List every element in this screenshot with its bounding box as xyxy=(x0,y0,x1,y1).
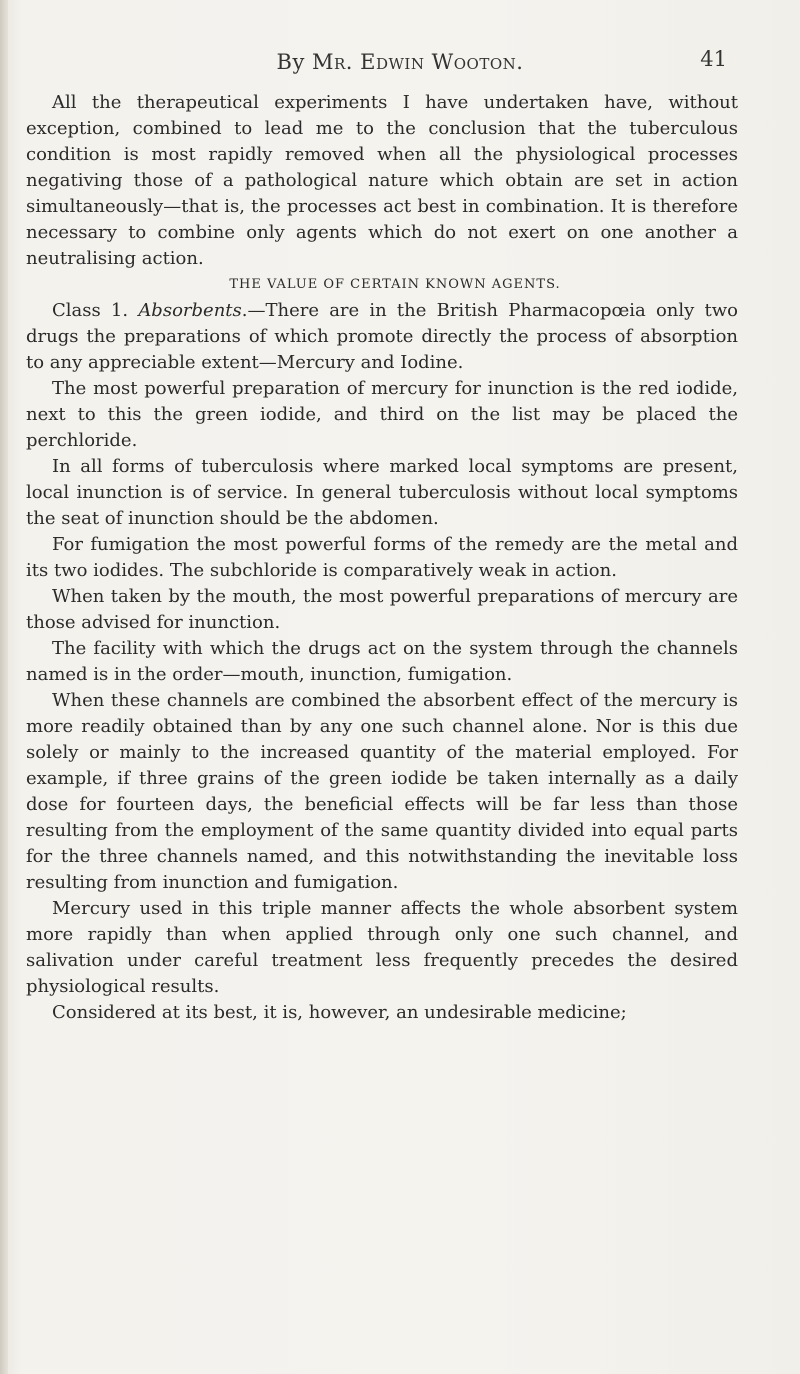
paragraph: For fumigation the most powerful forms of the remedy are the metal and its two iodides. The subchloride is comparatively weak in action. xyxy=(26,534,738,581)
class-label: Class 1. xyxy=(52,300,139,321)
body-text xyxy=(26,90,738,1026)
absorbents-term: Absorbents xyxy=(138,300,242,321)
running-title-prefix: By xyxy=(276,50,313,74)
binding-edge xyxy=(0,0,8,1374)
paragraph: All the therapeutical experiments I have undertaken have, without exception, combined to lead me to the conclusion that the tuberculous condition is most rapidly removed when all the physiological processes negativing those of a pathological nature which obtain are set in action simultaneously—that is, the processes act best in combination. It is therefore necessary to combine only agents which do not exert on one another a neutralising action. xyxy=(26,92,738,269)
paragraph: The facility with which the drugs act on the system through the channels named is in the order—mouth, inunction, fumigation. xyxy=(26,638,738,685)
paragraph: The most powerful preparation of mercury for inunction is the red iodide, next to this the green iodide, and third on the list may be placed the perchloride. xyxy=(26,378,738,451)
running-header xyxy=(180,50,620,74)
paragraph: In all forms of tuberculosis where marked local symptoms are present, local inunction is of service. In general tuberculosis without local symptoms the seat of inunction should be the abdomen. xyxy=(26,456,738,529)
paragraph: Considered at its best, it is, however, an undesirable medicine; xyxy=(52,1002,627,1023)
section-heading: THE VALUE OF CERTAIN KNOWN AGENTS. xyxy=(229,277,561,292)
paragraph: When these channels are combined the absorbent effect of the mercury is more readily obtained than by any one such channel alone. Nor is this due solely or mainly to the increased quantity of the material employed. For example, if three grains of the green iodide be taken internally as a daily dose for fourteen days, the beneficial effects will be far less than those resulting from the employment of the same quantity divided into equal parts for the three channels named, and this notwithstanding the inevitable loss resulting from inunction and fumigation. xyxy=(26,690,738,893)
page-number: 41 xyxy=(700,47,727,71)
class-1-text: .—There are in the British Pharmacopœia only two drugs the preparations of which promote directly the process of absorption to any appreciable extent—Mercury and Iodine. xyxy=(26,300,739,373)
paragraph: Mercury used in this triple manner affects the whole absorbent system more rapidly than when applied through only one such channel, and salivation under careful treatment less frequently precedes the desired physiological results. xyxy=(26,898,738,997)
paragraph: When taken by the mouth, the most powerful preparations of mercury are those advised for inunction. xyxy=(26,586,738,633)
paragraph-class-1 xyxy=(26,298,738,376)
running-title-author: Mr. Edwin Wooton. xyxy=(312,50,524,74)
